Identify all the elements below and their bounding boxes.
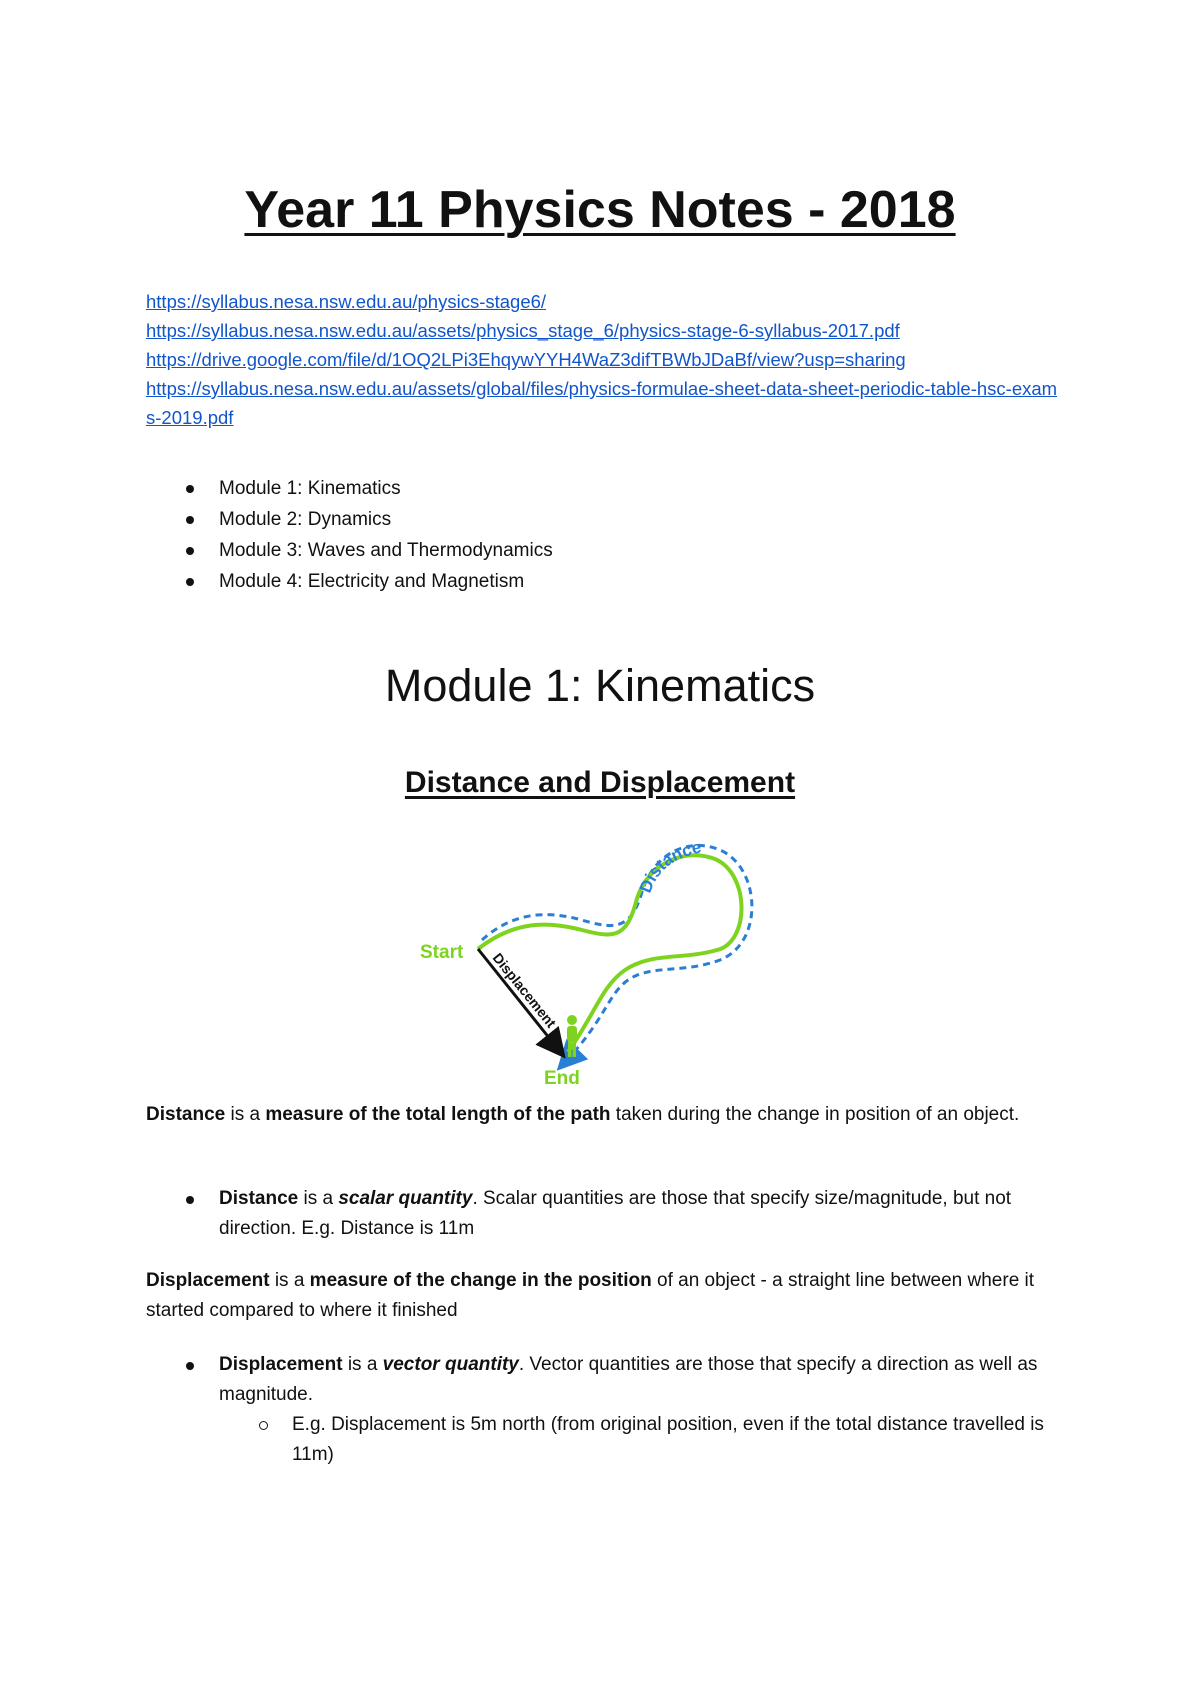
list-item <box>146 504 553 535</box>
text-run: . Scalar quantities are those that specify size/magnitude, but not direction. E.g. Distance is 11m <box>219 1188 1012 1239</box>
start-label: Start <box>420 942 464 963</box>
measure-bold: measure of the total length of the path <box>265 1104 611 1125</box>
bullet-icon <box>186 578 194 586</box>
bullet-icon <box>186 547 194 555</box>
text-run: of an object - a straight line between where it started compared to where it finished <box>146 1270 1035 1321</box>
person-icon <box>567 1015 577 1057</box>
distance-bullets <box>146 1184 1066 1244</box>
text-run: is a <box>225 1104 266 1125</box>
distance-label <box>636 837 703 895</box>
text-run: is a <box>298 1188 339 1209</box>
module-heading: Module 1: Kinematics <box>384 660 816 711</box>
text-run: is a <box>342 1354 383 1375</box>
bullet-icon <box>186 516 194 524</box>
list-item <box>146 1350 1066 1410</box>
module-list <box>146 473 553 597</box>
syllabus-link[interactable]: https://syllabus.nesa.nsw.edu.au/physics-stage6/ <box>146 291 547 312</box>
distance-definition <box>146 1100 1066 1130</box>
quantity-bold-italic: scalar quantity <box>338 1188 473 1209</box>
term-bold: Distance <box>146 1104 226 1125</box>
distance-displacement-diagram <box>420 822 800 1087</box>
module-item-label: Module 3: Waves and Thermodynamics <box>219 540 553 561</box>
displacement-label: Displacement <box>489 949 560 1031</box>
list-item <box>146 566 553 597</box>
distance-path <box>482 845 752 1062</box>
bullet-icon <box>186 1196 194 1204</box>
list-item <box>146 473 553 504</box>
text-run: taken during the change in position of an object. <box>610 1104 1020 1125</box>
end-label: End <box>544 1068 580 1087</box>
list-item <box>146 1184 1066 1244</box>
hollow-bullet-icon <box>259 1421 268 1430</box>
term-bold: Distance <box>219 1188 299 1209</box>
distance-label-path: Distance <box>635 837 704 896</box>
bullet-icon <box>186 485 194 493</box>
formulae-sheet-link[interactable]: https://syllabus.nesa.nsw.edu.au/assets/global/files/physics-formulae-sheet-data-sheet-periodic-table-hsc-exams-2019.pdf <box>146 378 1058 428</box>
module-item-label: Module 4: Electricity and Magnetism <box>219 571 525 592</box>
displacement-bullets <box>146 1350 1066 1470</box>
document-title: Year 11 Physics Notes - 2018 <box>244 181 956 239</box>
displacement-definition <box>146 1266 1066 1326</box>
term-bold: Displacement <box>219 1354 343 1375</box>
quantity-bold-italic: vector quantity <box>382 1354 519 1375</box>
list-item <box>146 1410 1066 1470</box>
measure-bold: measure of the change in the position <box>309 1270 652 1291</box>
example-text: E.g. Displacement is 5m north (from original position, even if the total distance travelled is 11m) <box>292 1414 1044 1465</box>
text-run: . Vector quantities are those that specify a direction as well as magnitude. <box>219 1354 1038 1405</box>
list-item <box>146 535 553 566</box>
syllabus-pdf-link[interactable]: https://syllabus.nesa.nsw.edu.au/assets/physics_stage_6/physics-stage-6-syllabus-2017.pdf <box>146 320 900 341</box>
section-heading: Distance and Displacement <box>404 766 796 799</box>
module-item-label: Module 1: Kinematics <box>219 478 401 499</box>
term-bold: Displacement <box>146 1270 270 1291</box>
module-item-label: Module 2: Dynamics <box>219 509 392 530</box>
bullet-icon <box>186 1362 194 1370</box>
reference-links <box>146 287 1066 432</box>
displacement-arrow <box>478 949 562 1054</box>
text-run: is a <box>269 1270 310 1291</box>
google-drive-link[interactable]: https://drive.google.com/file/d/1OQ2LPi3EhqywYYH4WaZ3difTBWbJDaBf/view?usp=sharing <box>146 349 906 370</box>
travel-path <box>478 855 742 1052</box>
